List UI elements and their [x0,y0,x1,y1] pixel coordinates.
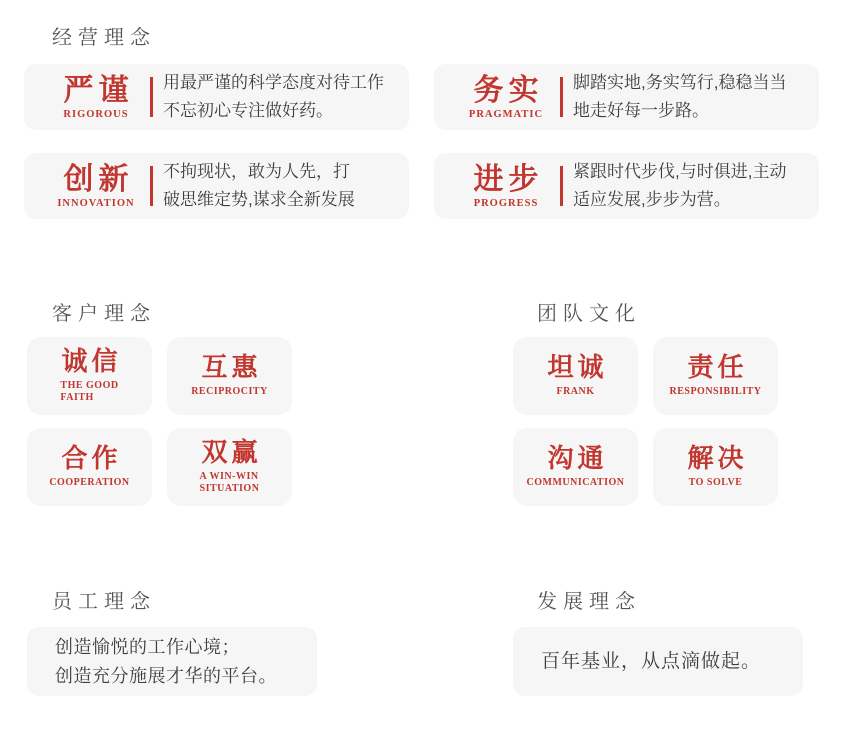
small-card-reciprocity [167,337,292,415]
desc-line-2: 适应发展,步步为营。 [573,190,731,209]
card-word: 互惠 [201,353,262,382]
card-word-en [527,477,625,489]
card-word: 责任 [687,353,748,382]
en-line-2: SITUATION [199,483,260,494]
card-word-en: RIGOROUS [63,108,129,120]
team-card-grid [513,337,778,506]
small-card-responsibility [653,337,778,415]
en-line-2: FAITH [60,392,94,403]
section-business-philosophy [24,28,819,219]
desc-line-1: 用最严谨的科学态度对待工作 [163,73,384,92]
card-description [163,69,384,125]
word-block [48,75,144,120]
big-card-progress [434,153,819,219]
small-card-good-faith [27,337,152,415]
desc-line-1: 不拘现状，敢为人先，打 [163,162,350,181]
card-word: 双赢 [201,438,262,467]
card-word: 坦诚 [547,353,608,382]
section-title-development: 发展理念 [537,591,641,613]
red-divider [560,77,563,117]
section-employee-philosophy [27,592,317,696]
word-block [458,164,554,209]
card-word-en [669,386,761,398]
desc-line-2: 不忘初心专注做好药。 [163,101,333,120]
card-word-en [556,386,594,398]
big-card-pragmatic [434,64,819,130]
big-card-innovation [24,153,409,219]
statement-line: 百年基业，从点滴做起。 [541,651,762,672]
small-card-to-solve [653,428,778,506]
employee-statement-card [27,627,317,696]
card-word-en [689,477,743,489]
section-title-business: 经营理念 [52,27,156,49]
en-line-1: TO SOLVE [688,477,743,488]
card-description [573,69,786,125]
word-block [48,164,144,209]
card-word: 务实 [473,73,544,107]
card-description [573,158,786,214]
card-word: 解决 [687,444,748,473]
card-word: 诚信 [61,347,122,376]
desc-line-2: 破思维定势,谋求全新发展 [163,190,355,209]
red-divider [150,166,153,206]
customer-card-grid [27,337,292,506]
red-divider [150,77,153,117]
section-title-team: 团队文化 [537,303,641,325]
en-line-1: RESPONSIBILITY [669,386,762,397]
card-word: 合作 [61,444,122,473]
section-title-employee: 员工理念 [52,591,156,613]
statement-line-1: 创造愉悦的工作心境； [55,636,240,657]
desc-line-2: 地走好每一步路。 [573,101,709,120]
en-line-1: THE GOOD [60,380,119,391]
business-card-grid [24,64,819,219]
en-line-1: A WIN-WIN [199,471,259,482]
en-line-1: COOPERATION [49,477,130,488]
big-card-rigorous [24,64,409,130]
desc-line-1: 紧跟时代步伐,与时俱进,主动 [573,162,787,181]
small-card-communication [513,428,638,506]
en-line-1: RECIPROCITY [191,386,268,397]
card-word-en: PRAGMATIC [468,108,544,120]
card-description [163,158,355,214]
card-word-en [200,471,260,495]
development-statement-card [513,627,803,696]
section-customer-philosophy [27,304,292,506]
word-block [458,75,554,120]
card-word: 进步 [473,162,544,196]
card-word: 沟通 [547,444,608,473]
desc-line-1: 脚踏实地,务实笃行,稳稳当当 [573,73,787,92]
card-word-en [60,380,118,404]
card-word-en: INNOVATION [57,197,135,209]
red-divider [560,166,563,206]
card-word-en [191,386,268,398]
card-word-en [49,477,129,489]
en-line-1: FRANK [556,386,595,397]
small-card-frank [513,337,638,415]
statement-line-2: 创造充分施展才华的平台。 [55,665,277,686]
section-team-culture [513,304,778,506]
card-word: 严谨 [63,73,134,107]
card-word: 创新 [63,162,134,196]
section-title-customer: 客户理念 [52,303,156,325]
en-line-1: COMMUNICATION [526,477,625,488]
small-card-win-win [167,428,292,506]
section-development-philosophy [513,592,803,696]
card-word-en: PROGRESS [473,197,539,209]
small-card-cooperation [27,428,152,506]
